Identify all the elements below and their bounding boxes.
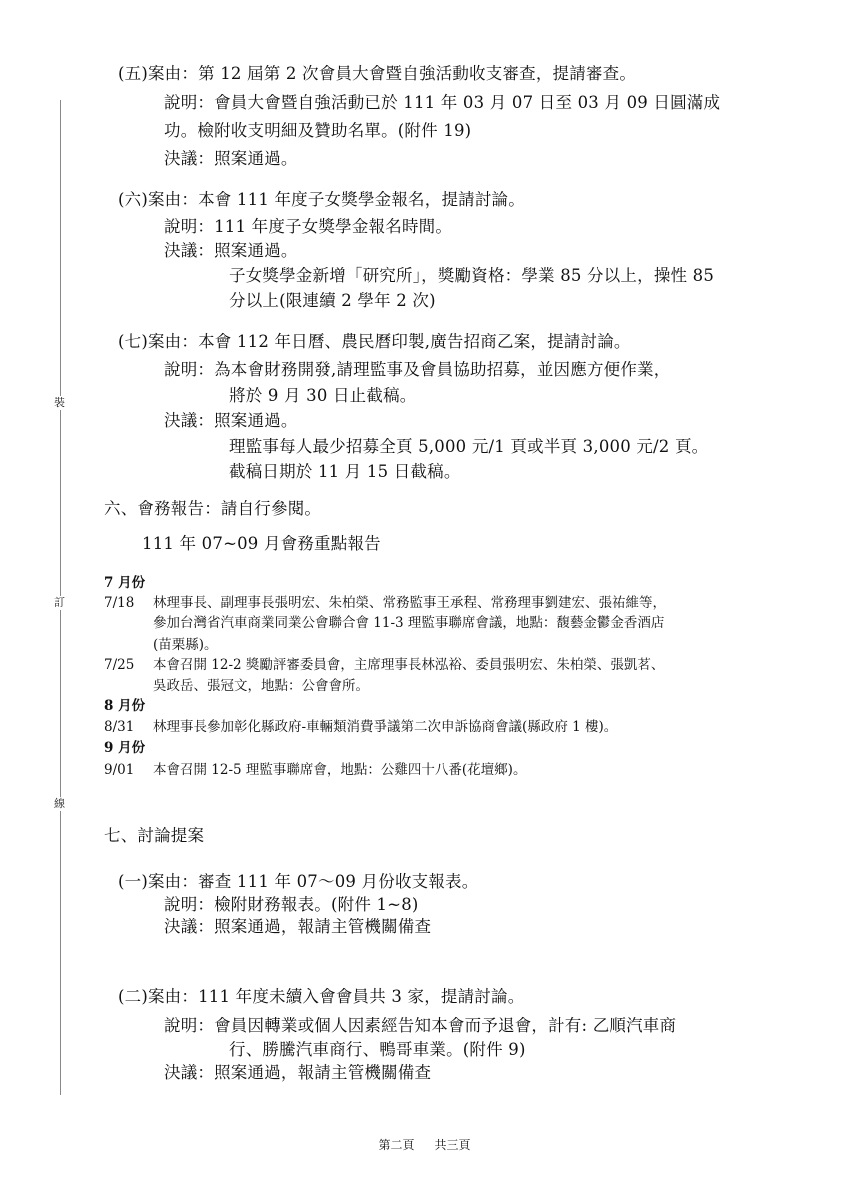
proposal1-case: (一)案由：審查 111 年 07～09 月份收支報表。 (118, 872, 479, 891)
entry-date: 7/25 (104, 657, 135, 673)
section6-heading: 六、會務報告：請自行參閱。 (104, 499, 322, 518)
entry-text-line: 本會召開 12-5 理監事聯席會，地點：公雞四十八番(花壇鄉)。 (153, 762, 527, 778)
binding-mark-xian: 線 (54, 797, 65, 810)
proposal2-desc-line2: 行、勝騰汽車商行、鴨哥車業。(附件 9) (229, 1040, 526, 1059)
entry-text-line: 參加台灣省汽車商業同業公會聯合會 11-3 理監事聯席會議，地點：馥藝金鬱金香酒店 (153, 615, 665, 631)
page-footer (0, 1136, 849, 1153)
item6-resolution-line3: 分以上(限連續 2 學年 2 次) (229, 291, 436, 310)
entry-date: 9/01 (104, 762, 135, 778)
entry-date: 7/18 (104, 595, 135, 611)
item6-desc: 說明：111 年度子女獎學金報名時間。 (164, 217, 453, 236)
item7-case: (七)案由：本會 112 年日曆、農民曆印製,廣告招商乙案，提請討論。 (118, 332, 631, 351)
entry-text-line: 吳政岳、張冠文，地點：公會會所。 (153, 678, 369, 694)
item7-desc-line1: 說明：為本會財務開發,請理監事及會員協助招募，並因應方便作業， (164, 360, 671, 379)
july-heading: 7 月份 (104, 575, 146, 591)
item5-resolution: 決議：照案通過。 (164, 149, 298, 168)
item5-desc-line1: 說明：會員大會暨自強活動已於 111 年 03 月 07 日至 03 月 09 日圓滿成 (164, 93, 721, 112)
entry-date: 8/31 (104, 719, 135, 735)
page-number: 第二頁 (378, 1138, 415, 1152)
entry-text-line: 本會召開 12-2 獎勵評審委員會，主席理事長林泓裕、委員張明宏、朱柏榮、張凱茗、 (153, 657, 665, 673)
entry-text-line: 林理事長、副理事長張明宏、朱柏榮、常務監事王承程、常務理事劉建宏、張祐維等， (153, 595, 666, 611)
section7-heading: 七、討論提案 (104, 826, 205, 845)
binding-mark-ding: 訂 (54, 596, 65, 609)
entry-text-line: 林理事長參加彰化縣政府-車輛類消費爭議第二次申訴協商會議(縣政府 1 樓)。 (153, 719, 618, 735)
item7-resolution-line2: 理監事每人最少招募全頁 5,000 元/1 頁或半頁 3,000 元/2 頁。 (229, 437, 709, 456)
item7-resolution-line3: 截稿日期於 11 月 15 日截稿。 (229, 462, 461, 481)
item6-resolution: 決議：照案通過。 (164, 241, 298, 260)
item6-case: (六)案由：本會 111 年度子女獎學金報名，提請討論。 (118, 190, 525, 209)
proposal1-resolution: 決議：照案通過，報請主管機關備查 (164, 917, 432, 936)
proposal2-resolution: 決議：照案通過，報請主管機關備查 (164, 1063, 432, 1082)
item6-resolution-line2: 子女獎學金新增「研究所」，獎勵資格：學業 85 分以上，操性 85 (229, 266, 715, 285)
binding-mark-zhuang: 裝 (54, 396, 65, 409)
item7-resolution: 決議：照案通過。 (164, 411, 298, 430)
item7-desc-line2: 將於 9 月 30 日止截稿。 (229, 386, 417, 405)
report-subheading: 111 年 07~09 月會務重點報告 (142, 534, 381, 553)
item5-case: (五)案由：第 12 屆第 2 次會員大會暨自強活動收支審查，提請審查。 (118, 64, 637, 83)
september-heading: 9 月份 (104, 740, 146, 756)
page-total: 共三頁 (434, 1138, 471, 1152)
proposal1-desc: 說明：檢附財務報表。(附件 1~8) (164, 895, 419, 914)
item5-desc-line2: 功。檢附收支明細及贊助名單。(附件 19) (164, 121, 472, 140)
entry-text-line: (苗栗縣)。 (153, 637, 218, 653)
proposal2-desc-line1: 說明：會員因轉業或個人因素經告知本會而予退會，計有: 乙順汽車商 (164, 1016, 677, 1035)
proposal2-case: (二)案由：111 年度未續入會會員共 3 家，提請討論。 (118, 987, 525, 1006)
august-heading: 8 月份 (104, 698, 146, 714)
